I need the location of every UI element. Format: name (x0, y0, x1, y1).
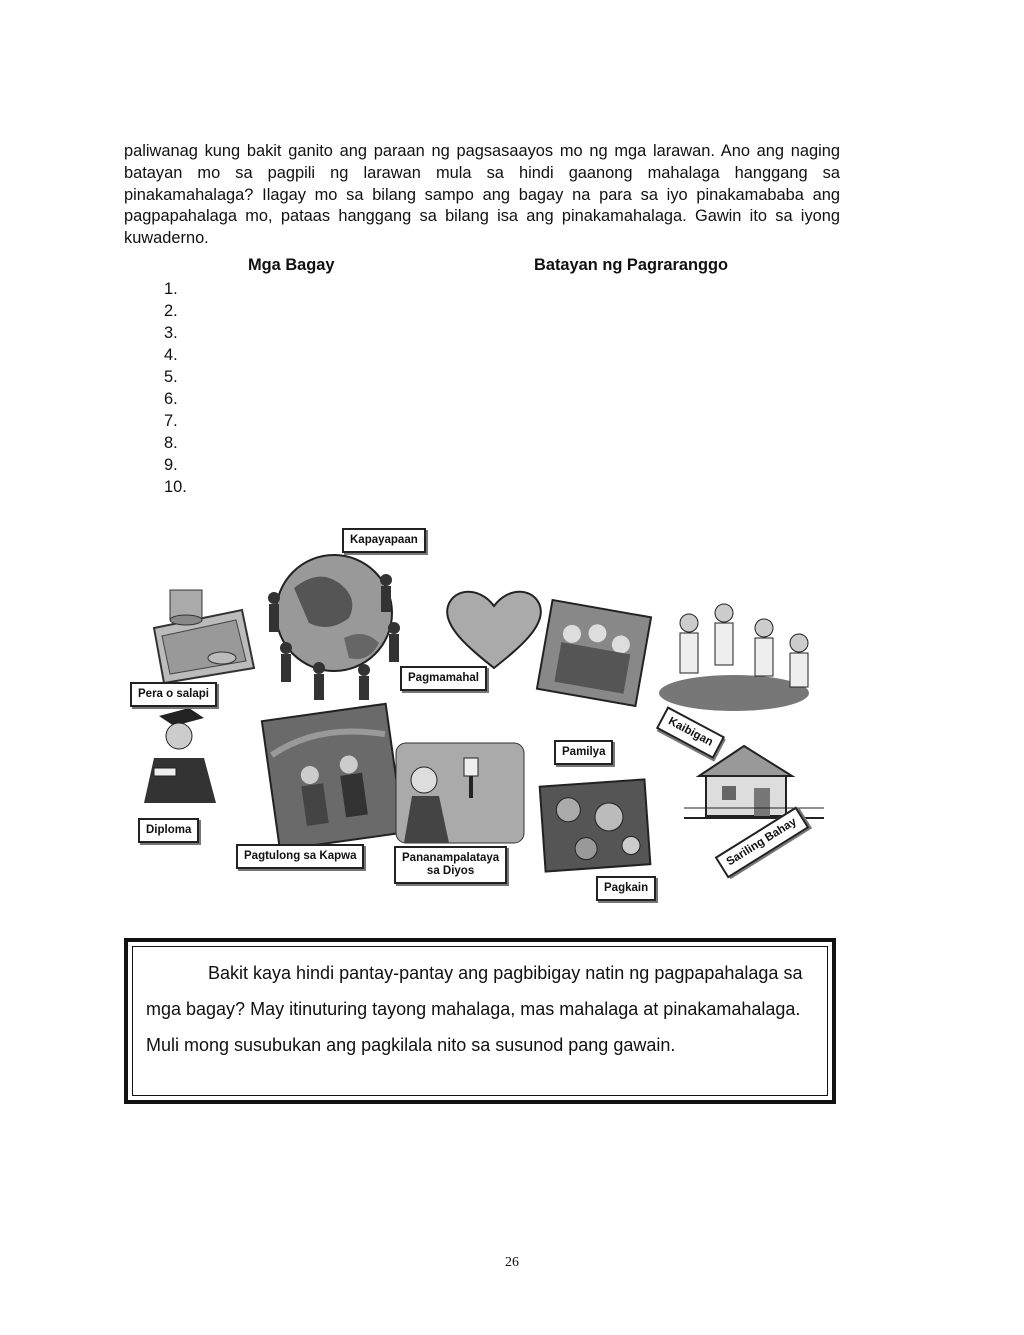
food-photo-illustration (540, 779, 651, 871)
label-pagtulong-sa-kapwa: Pagtulong sa Kapwa (236, 844, 364, 869)
rank-number: 10. (164, 478, 187, 496)
reflection-text-body: Bakit kaya hindi pantay-pantay ang pagbibigay natin ng pagpapahalaga sa mga bagay? May itinuturing tayong mahalaga, mas mahalaga at pinakamahalaga. Muli mong susubukan ang pagkilala nito sa susunod pang gawain. (146, 963, 803, 1055)
values-collage (124, 518, 844, 913)
label-kaibigan: Kaibigan (656, 706, 725, 758)
money-illustration (154, 590, 254, 683)
label-pera-o-salapi: Pera o salapi (130, 682, 217, 707)
column-header-mga-bagay: Mga Bagay (248, 256, 335, 274)
praying-woman-illustration (396, 743, 524, 843)
rank-number: 2. (164, 302, 178, 320)
rank-number: 8. (164, 434, 178, 452)
page-number: 26 (505, 1255, 519, 1270)
ranking-number-list (164, 278, 187, 498)
label-pamilya: Pamilya (554, 740, 613, 765)
graduate-illustration (144, 708, 216, 803)
friends-illustration (659, 604, 809, 711)
rank-number: 1. (164, 280, 178, 298)
label-diploma: Diploma (138, 818, 199, 843)
house-illustration (684, 746, 824, 818)
rank-number: 3. (164, 324, 178, 342)
label-pagmamahal: Pagmamahal (400, 666, 487, 691)
rank-number: 9. (164, 456, 178, 474)
column-header-batayan: Batayan ng Pagraranggo (534, 256, 728, 274)
instruction-paragraph: paliwanag kung bakit ganito ang paraan ng pagsasaayos mo ng mga larawan. Ano ang naging batayan mo sa pagpili ng larawan mula sa hindi gaanong mahalaga hanggang sa pinakamahalaga? Ilagay mo sa bilang sampo ang bagay na para sa iyo pinakamababa ang pagpapahalaga mo, pataas hanggang sa bilang isa ang pinakamahalaga. Gawin ito sa iyong kuwaderno. (124, 142, 840, 247)
helping-others-photo-illustration (262, 704, 404, 850)
rank-number: 7. (164, 412, 178, 430)
label-sariling-bahay: Sariling Bahay (715, 806, 810, 878)
reflection-text (146, 955, 816, 1063)
label-pagkain: Pagkain (596, 876, 656, 901)
family-photo-illustration (537, 600, 651, 706)
label-kapayapaan: Kapayapaan (342, 528, 426, 553)
label-pananampalataya (394, 846, 507, 884)
label-pananampalataya-line1: Pananampalataya (402, 852, 500, 864)
label-pananampalataya-line2: sa Diyos (426, 865, 475, 877)
heart-illustration (447, 592, 541, 668)
rank-number: 4. (164, 346, 178, 364)
rank-number: 5. (164, 368, 178, 386)
rank-number: 6. (164, 390, 178, 408)
globe-illustration (268, 555, 400, 700)
